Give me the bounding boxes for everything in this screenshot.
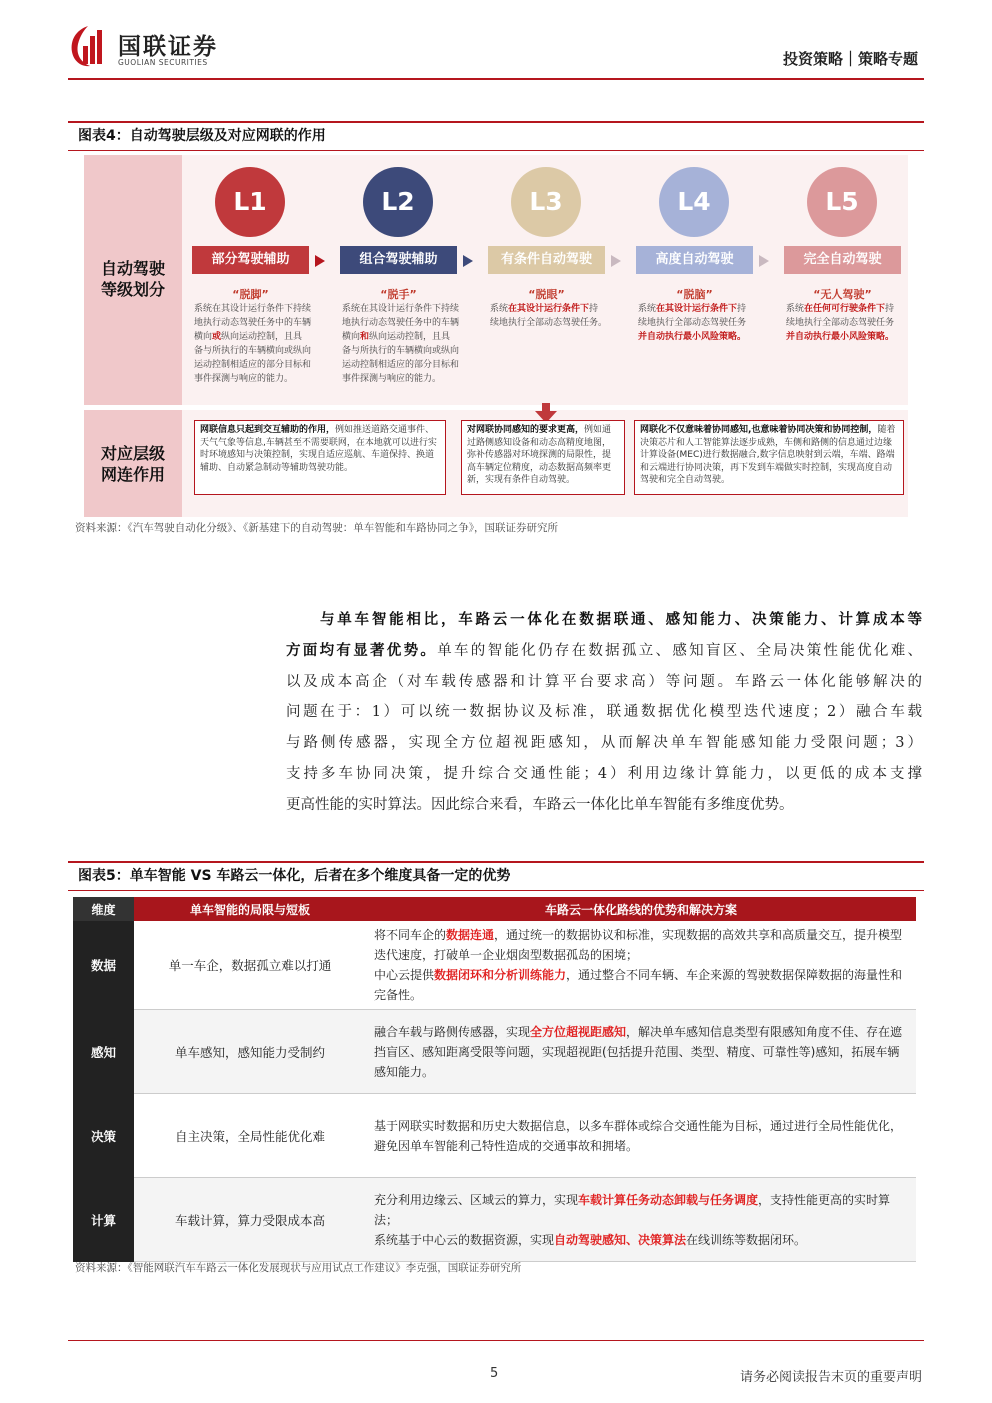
page-number: 5	[490, 1366, 499, 1381]
level-nickname: “无人驾驶”	[813, 288, 872, 301]
logo-chinese-name: 国联证券	[118, 34, 218, 60]
paragraph-line: 问题在于：1）可以统一数据协议及标准，联通数据优化模型迭代速度；2）融合车载	[286, 704, 922, 721]
header-dimension: 维度	[73, 897, 134, 921]
table-row	[73, 921, 916, 1010]
side-label-network: 对应层级 网连作用	[100, 444, 165, 484]
cell-limitation: 单一车企，数据孤立难以打通	[134, 921, 366, 1010]
level-badge: L1	[215, 167, 285, 237]
side-label-levels: 自动驾驶 等级划分	[100, 259, 165, 299]
paragraph-line: 与单车智能相比，车路云一体化在数据联通、感知能力、决策能力、计算成本等	[320, 611, 922, 628]
level-arrow-icon	[315, 255, 325, 267]
breadcrumb: 投资策略｜策略专题	[782, 50, 918, 68]
level-arrow-icon	[463, 255, 473, 267]
table-row	[73, 1178, 916, 1262]
footer-divider	[68, 1340, 924, 1341]
level-description: 系统在任何可行驶条件下持续地执行全部动态驾驶任务并自动执行最小风险策略。	[786, 304, 895, 342]
level-description: 系统在其设计运行条件下持续地执行动态驾驶任务中的车辆横向或纵向运动控制，且具备与所执行的车辆横向或纵向运动控制相适应的部分目标和事件探测与响应的能力。	[194, 304, 312, 384]
page-header	[68, 20, 924, 78]
level-badge: L4	[659, 167, 729, 237]
cell-dimension: 计算	[73, 1178, 134, 1262]
guolian-logo-icon	[68, 24, 108, 68]
table-header-row	[73, 897, 916, 921]
network-box-l3: 对网联协同感知的要求更高，例如通过路侧感知设备和动态高精度地图，弥补传感器对环境探测的局限性，提高车辆定位精度，动态数据高频率更新，实现有条件自动驾驶。	[461, 420, 625, 495]
level-tag: 组合驾驶辅助	[340, 246, 457, 274]
level-arrow-icon	[759, 255, 769, 267]
cell-dimension: 决策	[73, 1094, 134, 1178]
paragraph-line: 支持多车协同决策，提升综合交通性能；4）利用边缘计算能力，以更低的成本支撑	[286, 765, 922, 782]
level-tag: 有条件自动驾驶	[488, 246, 605, 274]
level-description: 系统在其设计运行条件下持续地执行全部动态驾驶任务。	[490, 304, 608, 328]
level-tag: 完全自动驾驶	[784, 246, 901, 274]
level-nickname: “脱脑”	[676, 288, 713, 301]
header-advantages: 车路云一体化路线的优势和解决方案	[366, 897, 916, 921]
cell-advantage: 将不同车企的数据连通，通过统一的数据协议和标准，实现数据的高效共享和高质量交互，提升模型迭代速度，打破单一企业烟囱型数据孤岛的困境； 中心云提供数据闭环和分析训练能力，通过整合不同车辆、车企来源的驾驶数据保障数据的海量性和完备性。	[366, 921, 916, 1010]
level-badge: L5	[807, 167, 877, 237]
level-nickname: “脱脚”	[232, 288, 269, 301]
level-tag: 部分驾驶辅助	[192, 246, 309, 274]
cell-dimension: 感知	[73, 1010, 134, 1094]
figure5-title: 图表5：单车智能 VS 车路云一体化，后者在多个维度具备一定的优势	[68, 861, 924, 891]
paragraph-line: 更高性能的实时算法。因此综合来看，车路云一体化比单车智能有多维度优势。	[286, 796, 794, 813]
guolian-logo	[68, 20, 258, 72]
network-box-l1-l2: 网联信息只起到交互辅助的作用，例如推送道路交通事件、天气气象等信息,车辆甚至不需要联网，在本地就可以进行实时环境感知与决策控制，实现自适应巡航、车道保持、换道辅助、自动紧急制动等辅助驾驶功能。	[194, 420, 446, 495]
network-box-l4-l5: 网联化不仅意味着协同感知,也意味着协同决策和协同控制，随着决策芯片和人工智能算法逐步成熟，车侧和路侧的信息通过边缘计算设备(MEC)进行数据融合,数字信息映射到云端，车端、路端和云端进行协同决策，再下发到车端做实时控制，实现高度自动驾驶和完全自动驾驶。	[634, 420, 904, 495]
level-arrow-icon	[611, 255, 621, 267]
level-badge: L3	[511, 167, 581, 237]
cell-limitation: 车载计算，算力受限成本高	[134, 1178, 366, 1262]
header-divider	[68, 78, 924, 80]
cell-limitation: 单车感知，感知能力受制约	[134, 1010, 366, 1094]
cell-dimension: 数据	[73, 921, 134, 1010]
cell-advantage: 融合车载与路侧传感器，实现全方位超视距感知，解决单车感知信息类型有限感知角度不佳、存在遮挡盲区、感知距离受限等问题，实现超视距(包括提升范围、类型、精度、可靠性等)感知，拓展车辆感知能力。	[366, 1010, 916, 1094]
figure4-source: 资料来源：《汽车驾驶自动化分级》、《新基建下的自动驾驶：单车智能和车路协同之争》，国联证券研究所	[75, 522, 558, 534]
table-row	[73, 1010, 916, 1094]
comparison-table	[73, 897, 916, 1262]
level-tag: 高度自动驾驶	[636, 246, 753, 274]
cell-advantage: 基于网联实时数据和历史大数据信息，以多车群体或综合交通性能为目标，通过进行全局性能优化，避免因单车智能利己特性造成的交通事故和拥堵。	[366, 1094, 916, 1178]
side-panel-network	[84, 410, 182, 517]
cell-advantage: 充分利用边缘云、区域云的算力，实现车载计算任务动态卸载与任务调度，支持性能更高的实时算法； 系统基于中心云的数据资源，实现自动驾驶感知、决策算法在线训练等数据闭环。	[366, 1178, 916, 1262]
figure4-diagram	[84, 155, 908, 517]
header-limitations: 单车智能的局限与短板	[134, 897, 366, 921]
level-description: 系统在其设计运行条件下持续地执行全部动态驾驶任务并自动执行最小风险策略。	[638, 304, 747, 342]
figure5-source: 资料来源：《智能网联汽车车路云一体化发展现状与应用试点工作建议》李克强，国联证券研究所	[75, 1262, 522, 1274]
table-row	[73, 1094, 916, 1178]
level-nickname: “脱手”	[380, 288, 417, 301]
figure4-title: 图表4：自动驾驶层级及对应网联的作用	[68, 121, 924, 151]
paragraph-line: 以及成本高企（对车载传感器和计算平台要求高）等问题。车路云一体化能够解决的	[286, 673, 922, 690]
level-nickname: “脱眼”	[528, 288, 565, 301]
level-description: 系统在其设计运行条件下持续地执行动态驾驶任务中的车辆横向和纵向运动控制，且具备与所执行的车辆横向或纵向运动控制相适应的部分目标和事件探测与响应的能力。	[342, 304, 460, 384]
side-panel-levels	[84, 155, 182, 405]
cell-limitation: 自主决策，全局性能优化难	[134, 1094, 366, 1178]
footer-disclaimer: 请务必阅读报告末页的重要声明	[739, 1370, 922, 1385]
logo-english-name: GUOLIAN SECURITIES	[118, 58, 208, 67]
paragraph-line: 方面均有显著优势。单车的智能化仍存在数据孤立、感知盲区、全局决策性能优化难、	[286, 641, 923, 659]
body-paragraph	[286, 605, 922, 821]
level-badge: L2	[363, 167, 433, 237]
paragraph-line: 与路侧传感器，实现全方位超视距感知，从而解决单车智能感知能力受限问题；3）	[286, 735, 922, 752]
